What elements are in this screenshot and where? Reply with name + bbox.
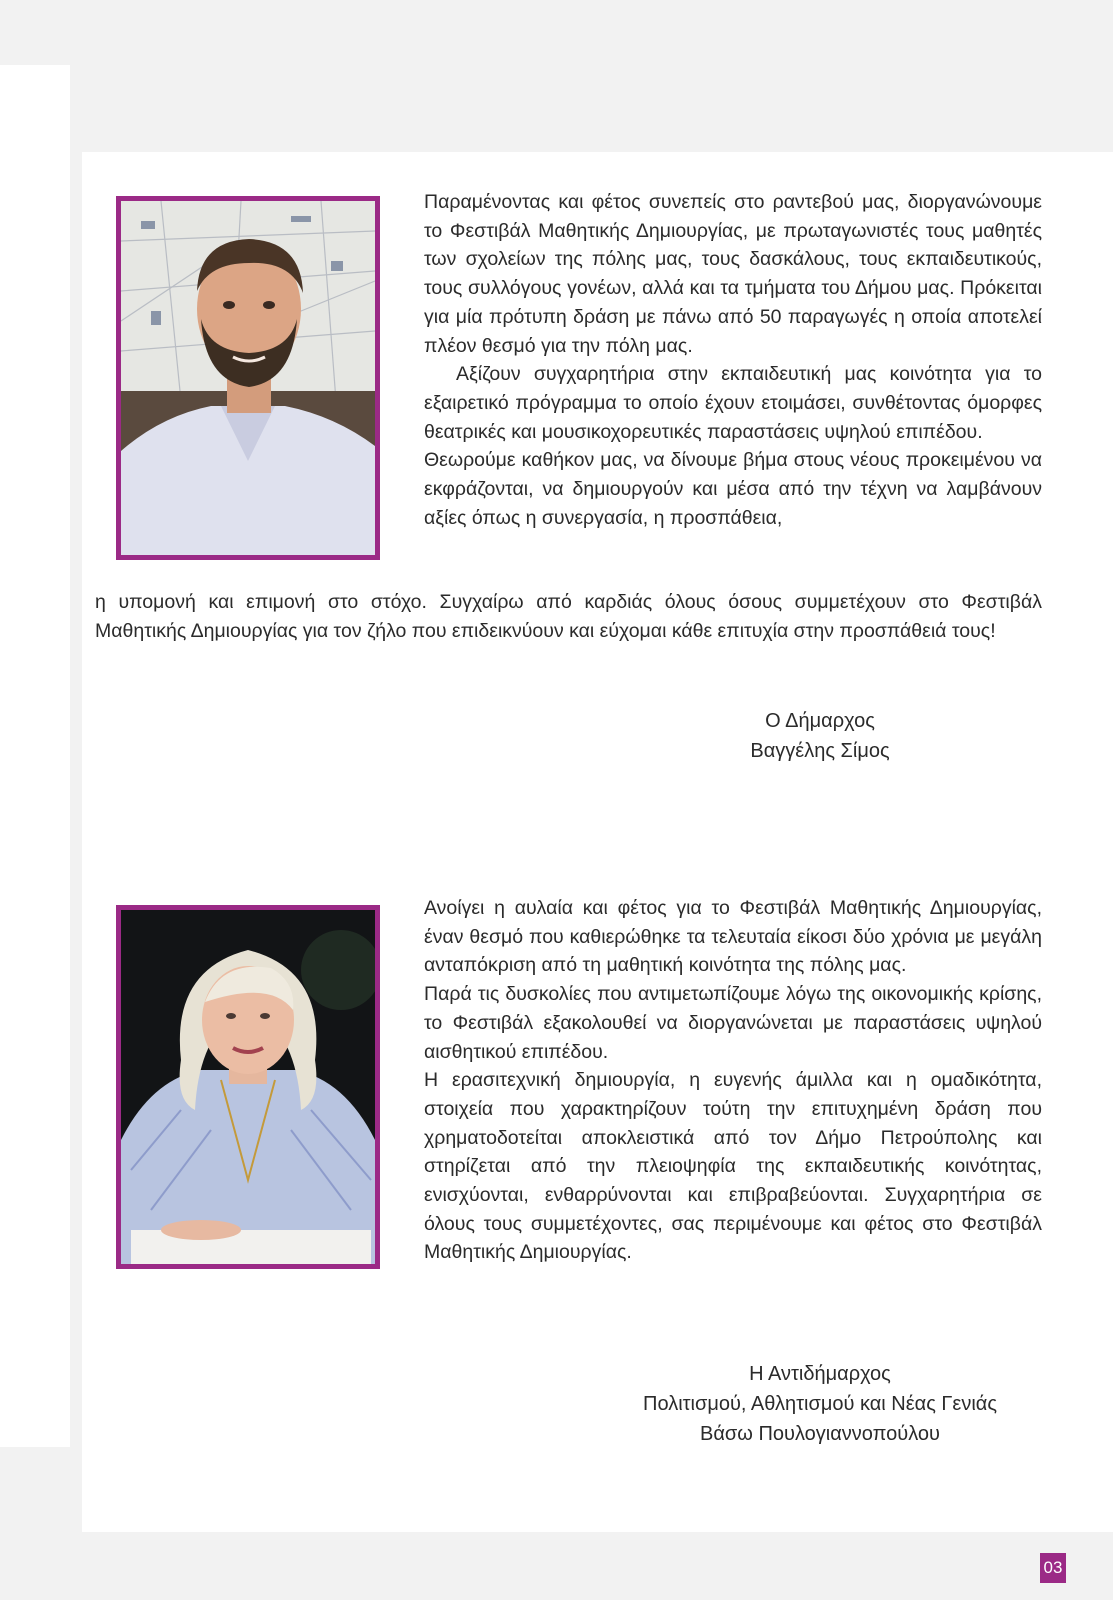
deputy-signature-name: Βάσω Πουλογιαννοπούλου: [700, 1423, 940, 1445]
deputy-paragraph-2: Παρά τις δυσκολίες που αντιμετωπίζουμε λόγω της οικονομικής κρίσης, το Φεστιβάλ εξακολουθεί να διοργανώνεται με παραστάσεις υψηλού αισθητικού επιπέδου.: [424, 983, 1042, 1063]
mayor-message-continued: [95, 588, 1042, 645]
deputy-paragraph-1: Ανοίγει η αυλαία και φέτος για το Φεστιβάλ Μαθητικής Δημιουργίας, έναν θεσμό που καθιερώθηκε τα τελευταία είκοσι δύο χρόνια με μεγάλη ανταπόκριση από τη μαθητική κοινότητα της πόλης μας.: [424, 897, 1042, 977]
deputy-signature-role: Πολιτισμού, Αθλητισμού και Νέας Γενιάς: [643, 1393, 997, 1415]
mayor-paragraph-1: Παραμένοντας και φέτος συνεπείς στο ραντεβού μας, διοργανώνουμε το Φεστιβάλ Μαθητικής Δημιουργίας, με πρωταγωνιστές τους μαθητές των σχολείων της πόλης μας, τους δασκάλους, τους εκπαιδευτικούς, τους συλλόγους γονέων, αλλά και τα τμήματα του Δήμου μας. Πρόκειται για μία πρότυπη δράση με πάνω από 50 παραγωγές η οποία αποτελεί πλέον θεσμό για την πόλη μας.: [424, 191, 1042, 357]
left-margin-strip: [0, 65, 70, 1447]
mayor-message: [424, 188, 1042, 532]
mayor-paragraph-2: Αξίζουν συγχαρητήρια στην εκπαιδευτική μας κοινότητα για το εξαιρετικό πρόγραμμα το οποίο έχουν ετοιμάσει, συνθέτοντας όμορφες θεατρικές και μουσικοχορευτικές παραστάσεις υψηλού επιπέδου.: [424, 363, 1042, 443]
mayor-signature-name: Βαγγέλης Σίμος: [750, 740, 890, 762]
deputy-message: [424, 894, 1042, 1267]
deputy-signature-title: Η Αντιδήμαρχος: [749, 1363, 891, 1385]
deputy-paragraph-3: Η ερασιτεχνική δημιουργία, η ευγενής άμιλλα και η ομαδικότητα, στοιχεία που χαρακτηρίζουν τούτη την επιτυχημένη δράση που χρηματοδοτείται αποκλειστικά από τον Δήμο Πετρούπολης και στηρίζεται από την πλειοψηφία της εκπαιδευτικής κοινότητας, ενισχύονται, ενθαρρύνονται και επιβραβεύονται. Συγχαρητήρια σε όλους τους συμμετέχοντες, σας περιμένουμε και φέτος στο Φεστιβάλ Μαθητικής Δημιουργίας.: [424, 1069, 1042, 1264]
page-number: 03: [1040, 1553, 1066, 1583]
deputy-mayor-photo: [116, 905, 380, 1269]
mayor-signature-title: Ο Δήμαρχος: [765, 710, 875, 732]
mayor-paragraph-3-continued: η υπομονή και επιμονή στο στόχο. Συγχαίρω από καρδιάς όλους όσους συμμετέχουν στο Φεστιβάλ Μαθητικής Δημιουργίας για τον ζήλο που επιδεικνύουν και εύχομαι κάθε επιτυχία στην προσπάθειά τους!: [95, 591, 1042, 642]
mayor-signature: [720, 706, 920, 766]
deputy-signature: [620, 1359, 1020, 1449]
mayor-photo: [116, 196, 380, 560]
mayor-paragraph-3: Θεωρούμε καθήκον μας, να δίνουμε βήμα στους νέους προκειμένου να εκφράζονται, να δημιουργούν και μέσα από την τέχνη να λαμβάνουν αξίες όπως η συνεργασία, η προσπάθεια,: [424, 449, 1042, 529]
page-panel-footer: [82, 1456, 1113, 1532]
